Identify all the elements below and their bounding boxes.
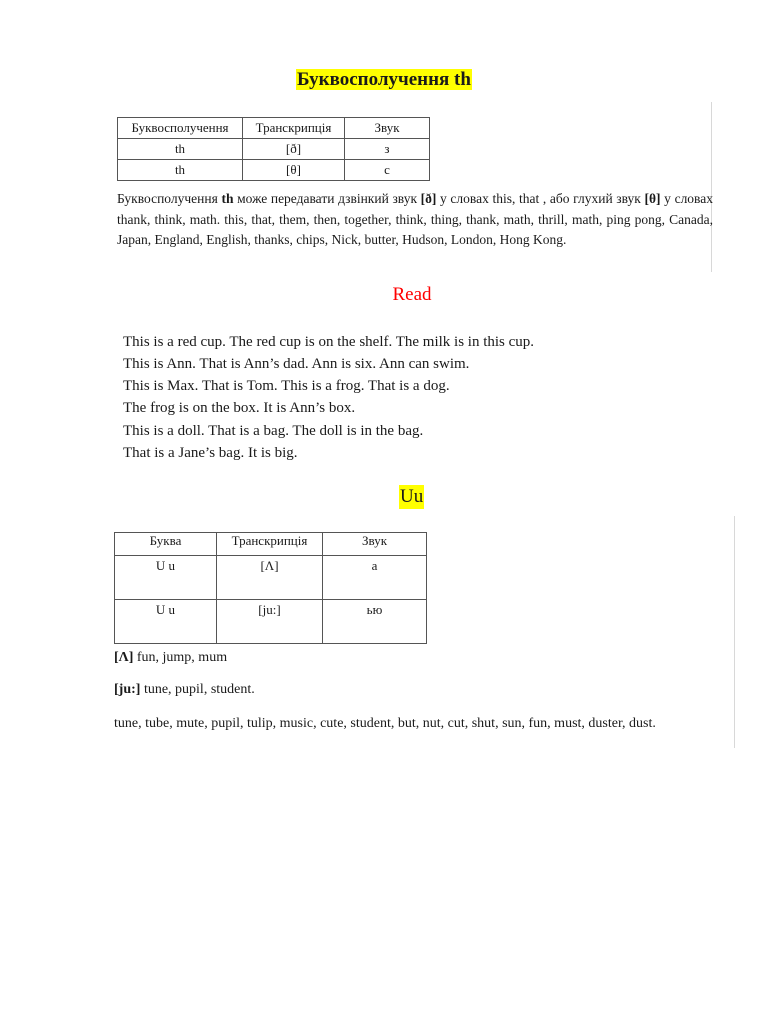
th-explanation-paragraph [117, 189, 713, 251]
th-table [117, 117, 430, 181]
practice-words: tune, tube, mute, pupil, tulip, music, cute, student, but, nut, cut, shut, sun, fun, must, duster, dust. [114, 716, 656, 731]
text-run: може передавати дзвінкий звук [233, 191, 421, 206]
paragraph-text [117, 189, 713, 251]
word-list: tune, pupil, student. [140, 682, 255, 697]
table-cell: U u [115, 600, 217, 644]
table-cell: [θ] [243, 160, 345, 181]
table-cell: [ð] [243, 139, 345, 160]
table-cell: th [118, 160, 243, 181]
title-highlight: Буквосполучення th [297, 69, 471, 90]
read-heading: Read [392, 284, 432, 305]
short-u-words [114, 650, 227, 666]
table-cell: а [323, 556, 427, 600]
table-cell: th [118, 139, 243, 160]
reading-line: This is Max. That is Tom. This is a frog. That is a dog. [123, 378, 450, 394]
bold-run: [ð] [420, 191, 437, 206]
reading-line: This is a doll. That is a bag. The doll is in the bag. [123, 423, 424, 439]
scan-edge [734, 516, 735, 748]
table-cell: с [345, 160, 430, 181]
word-list: fun, jump, mum [133, 650, 228, 665]
table-header-cell: Буква [115, 533, 217, 556]
table-header-cell: Буквосполучення [118, 118, 243, 139]
reading-line: This is Ann. That is Ann’s dad. Ann is six. Ann can swim. [123, 356, 470, 372]
table-header-row [118, 118, 430, 139]
bold-run: th [221, 191, 234, 206]
sound-label: [Λ] [114, 650, 134, 665]
text-run: Буквосполучення [117, 191, 222, 206]
bold-run: [θ] [644, 191, 661, 206]
table-header-cell: Транскрипція [243, 118, 345, 139]
table-row [118, 139, 430, 160]
table-header-cell: Звук [345, 118, 430, 139]
table-row [115, 556, 427, 600]
uu-table [114, 532, 427, 644]
text-run: у словах thank, think, math. this, that, them, then, together, think, thing, thank, math, thrill, math, ping pong, Canada, Japan, England, English, thanks, chips, Nick, butter, Hudson, London, Hong Kong. [117, 191, 713, 247]
table-header-cell: Звук [323, 533, 427, 556]
table-header-row [115, 533, 427, 556]
table-row [115, 600, 427, 644]
table-cell: ью [323, 600, 427, 644]
uu-heading: Uu [400, 486, 424, 507]
table-row [118, 160, 430, 181]
table-cell: [Λ] [217, 556, 323, 600]
table-cell: [ju:] [217, 600, 323, 644]
reading-line: The frog is on the box. It is Ann’s box. [123, 400, 356, 416]
reading-line: That is a Jane’s bag. It is big. [123, 445, 298, 461]
page-title [0, 68, 768, 92]
reading-line: This is a red cup. The red cup is on the shelf. The milk is in this cup. [123, 334, 535, 350]
long-u-words [114, 682, 255, 698]
sound-label: [ju:] [114, 682, 141, 697]
table-cell: з [345, 139, 430, 160]
table-cell: U u [115, 556, 217, 600]
table-header-cell: Транскрипція [217, 533, 323, 556]
text-run: у словах this, that , або глухий звук [436, 191, 645, 206]
